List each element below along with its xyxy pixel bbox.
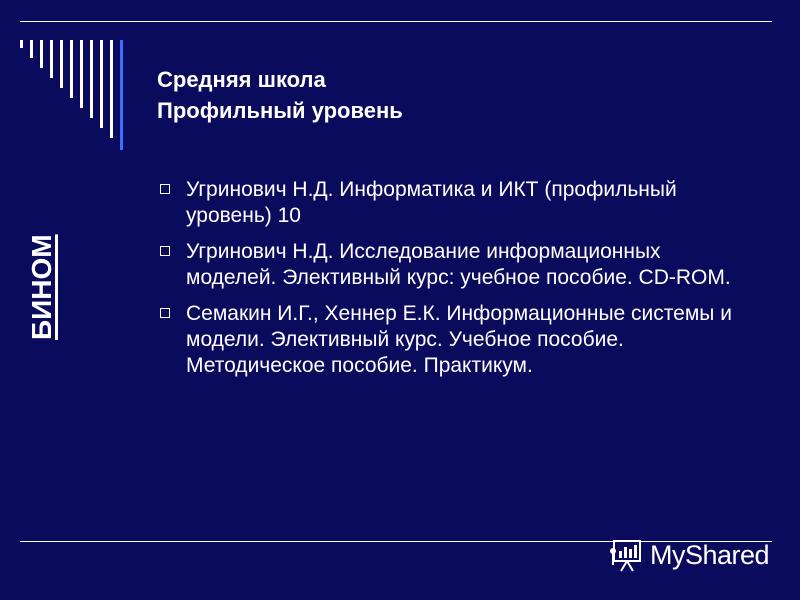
stripe bbox=[50, 40, 53, 78]
stripe-accent bbox=[120, 40, 123, 150]
square-bullet-icon bbox=[160, 308, 170, 318]
stripe bbox=[60, 40, 63, 88]
watermark-text: MyShared bbox=[650, 539, 770, 570]
publisher-label: БИНОМ bbox=[26, 234, 57, 340]
stripe bbox=[100, 40, 103, 128]
stripe bbox=[20, 40, 23, 48]
stripe bbox=[30, 40, 33, 58]
list-item bbox=[160, 301, 750, 379]
title-line-1: Средняя школа bbox=[157, 67, 326, 92]
bullet-text: Семакин И.Г., Хеннер Е.К. Информационные системы и модели. Элективный курс. Учебное пособие. Методическое пособие. Практикум. bbox=[186, 302, 732, 377]
bullet-text: Угринович Н.Д. Информатика и ИКТ (профильный уровень) 10 bbox=[186, 178, 677, 227]
list-item bbox=[160, 177, 750, 229]
list-item bbox=[160, 239, 750, 291]
presentation-board-icon bbox=[608, 537, 644, 573]
bullet-list bbox=[160, 177, 750, 389]
square-bullet-icon bbox=[160, 246, 170, 256]
stripe bbox=[90, 40, 93, 118]
decorative-stripes bbox=[0, 0, 140, 170]
stripe bbox=[110, 40, 113, 138]
watermark bbox=[608, 533, 788, 577]
stripe bbox=[40, 40, 43, 68]
bullet-text: Угринович Н.Д. Исследование информационных моделей. Элективный курс: учебное пособие. CD-ROM. bbox=[186, 240, 731, 289]
stripe bbox=[70, 40, 73, 98]
title-line-2: Профильный уровень bbox=[157, 98, 403, 123]
slide-title bbox=[157, 64, 403, 126]
square-bullet-icon bbox=[160, 184, 170, 194]
stripe bbox=[80, 40, 83, 108]
